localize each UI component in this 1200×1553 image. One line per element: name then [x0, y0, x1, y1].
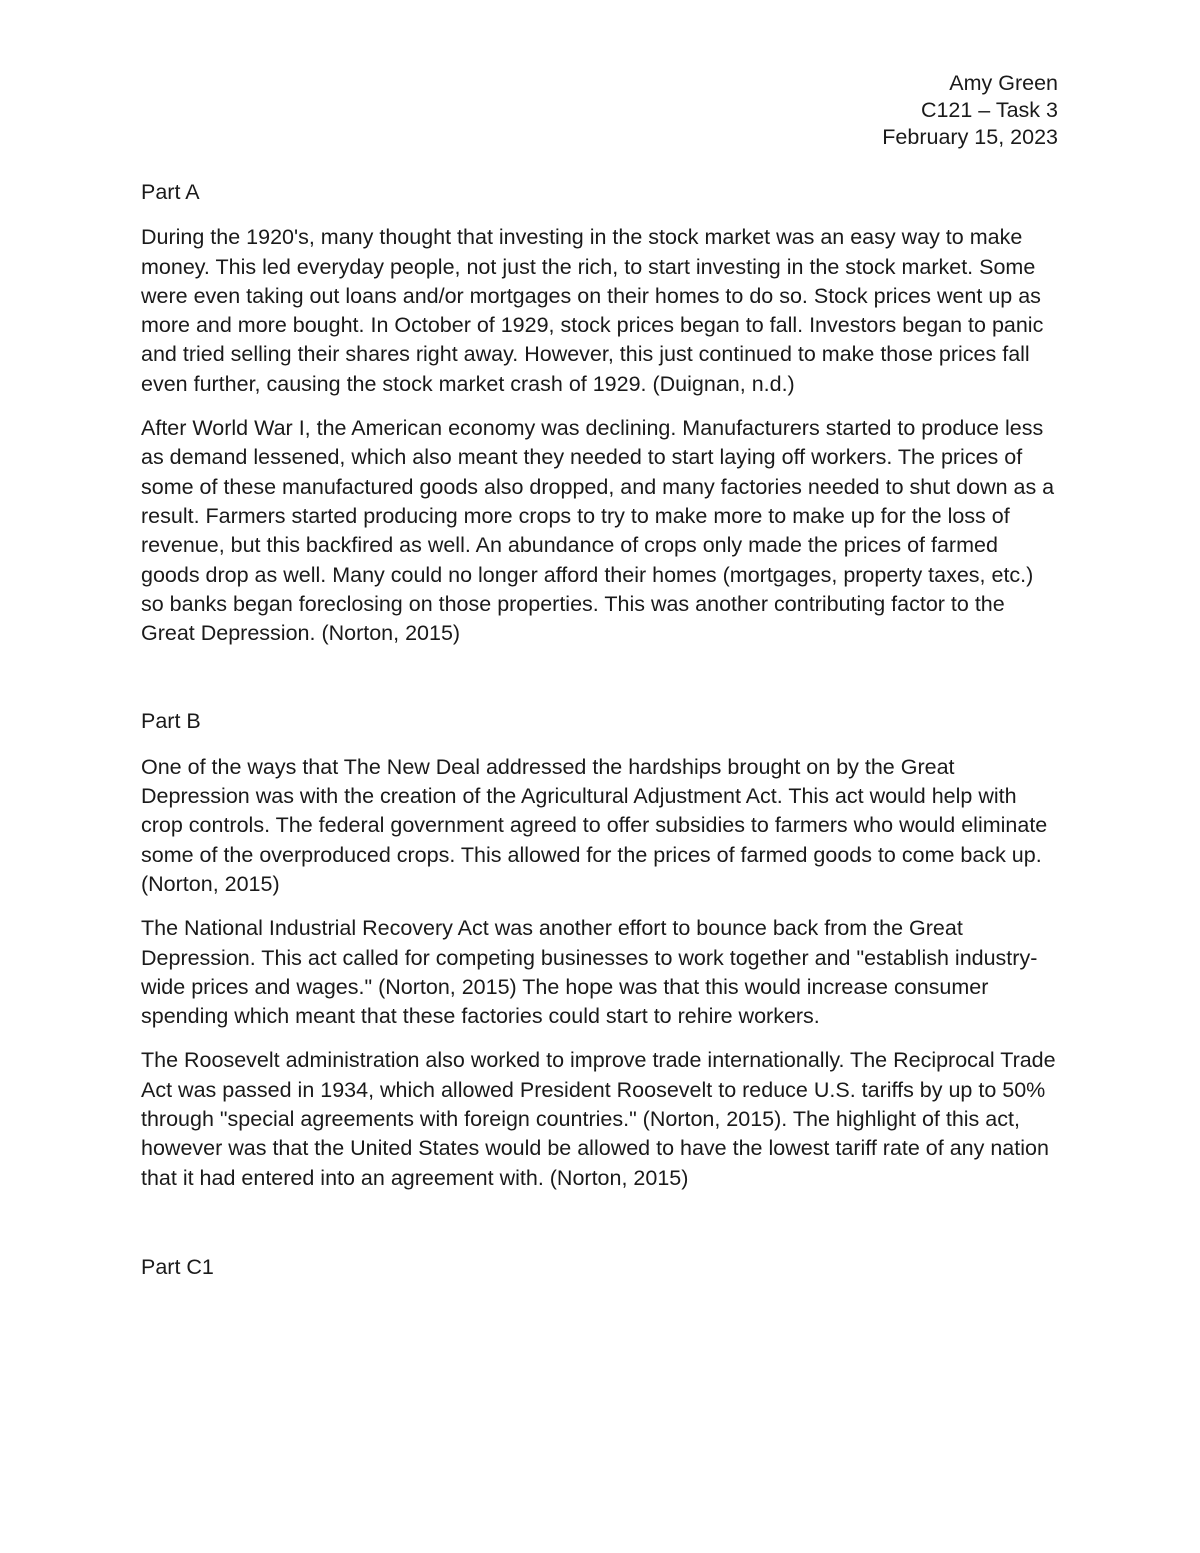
- body-paragraph: During the 1920's, many thought that investing in the stock market was an easy way to make money. This led everyday people, not just the rich, to start investing in the stock market. Some were even taking out loans and/or mortgages on their homes to do so. Stock prices went up as more and more bought. In October of 1929, stock prices began to fall. Investors began to panic and tried selling their shares right away. However, this just continued to make those prices fall even further, causing the stock market crash of 1929. (Duignan, n.d.): [141, 225, 1044, 396]
- section-heading: Part B: [141, 709, 201, 734]
- section-heading: Part C1: [141, 1254, 214, 1279]
- section-part-b: [141, 707, 1061, 1192]
- section-part-a: [141, 178, 1061, 648]
- body-paragraph: After World War I, the American economy was declining. Manufacturers started to produce less as demand lessened, which also meant they needed to start laying off workers. The prices of some of these manufactured goods also dropped, and many factories needed to shut down as a result. Farmers started producing more crops to try to make more to make up for the loss of revenue, but this backfired as well. An abundance of crops only made the prices of farmed goods drop as well. Many could no longer afford their homes (mortgages, property taxes, etc.) so banks began foreclosing on those properties. This was another contributing factor to the Great Depression. (Norton, 2015): [141, 416, 1055, 646]
- body-paragraph: The Roosevelt administration also worked to improve trade internationally. The Reciprocal Trade Act was passed in 1934, which allowed President Roosevelt to reduce U.S. tariffs by up to 50% through "special agreements with foreign countries." (Norton, 2015). The highlight of this act, however was that the United States would be allowed to have the lowest tariff rate of any nation that it had entered into an agreement with. (Norton, 2015): [141, 1048, 1056, 1190]
- section-spacer: [141, 663, 1061, 707]
- section-heading: Part A: [141, 180, 200, 204]
- body-paragraph: The National Industrial Recovery Act was another effort to bounce back from the Great Depression. This act called for competing businesses to work together and "establish industry-wide prices and wages." (Norton, 2015) The hope was that this would increase consumer spending which meant that these factories could start to rehire workers.: [141, 916, 1038, 1029]
- document-header: [882, 70, 1058, 151]
- section-part-c1: [141, 1253, 1061, 1282]
- document-body: [141, 178, 1061, 1298]
- section-spacer: [141, 1208, 1061, 1253]
- author-name: Amy Green: [949, 71, 1058, 95]
- body-paragraph: One of the ways that The New Deal addressed the hardships brought on by the Great Depression was with the creation of the Agricultural Adjustment Act. This act would help with crop controls. The federal government agreed to offer subsidies to farmers who would eliminate some of the overproduced crops. This allowed for the prices of farmed goods to come back up. (Norton, 2015): [141, 754, 1048, 896]
- course-task: C121 – Task 3: [920, 98, 1058, 122]
- document-date: February 15, 2023: [882, 125, 1058, 149]
